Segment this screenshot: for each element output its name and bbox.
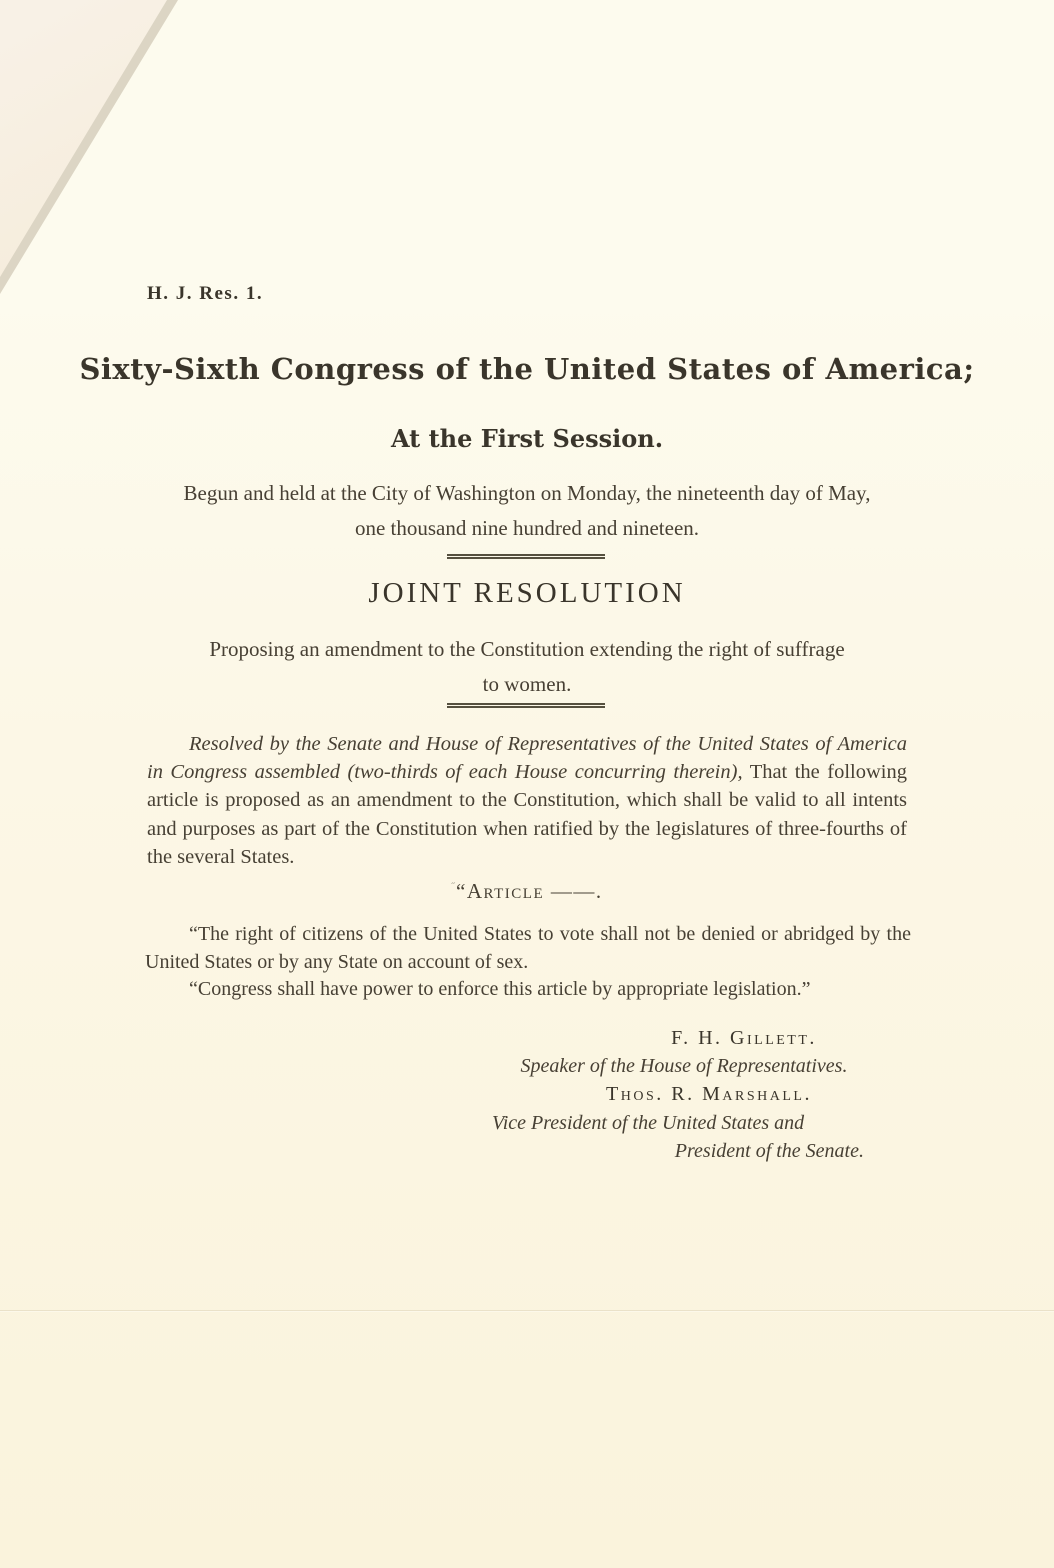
resolved-clause	[147, 730, 907, 871]
corner-fold	[0, 0, 167, 277]
enacting-formula: Resolved by the Senate and House of Representatives of the United States of America in Congress assembled (two-thirds of each House concurring therein),	[147, 733, 907, 784]
paper-crease	[0, 1310, 1054, 1311]
congress-title: Sixty-Sixth Congress of the United States of America;	[79, 352, 975, 386]
divider-double-rule	[447, 703, 605, 708]
article-heading	[0, 879, 1054, 904]
purpose-statement	[147, 632, 907, 702]
convening-line: Begun and held at the City of Washington on Monday, the nineteenth day of May,	[183, 481, 871, 505]
article-text	[145, 921, 911, 1004]
print-artifact-mark: ˝	[451, 881, 456, 893]
article-paragraph: “The right of citizens of the United States to vote shall not be denied or abridged by the United States or by any State on account of sex.	[145, 923, 911, 973]
convening-statement	[147, 476, 907, 546]
resolution-type-heading: JOINT RESOLUTION	[368, 577, 686, 609]
signer-name-speaker: F. H. Gillett.	[671, 1027, 817, 1049]
session-title: At the First Session.	[390, 424, 664, 453]
signer-name-vice-president: Thos. R. Marshall.	[606, 1083, 812, 1106]
article-paragraph: “Congress shall have power to enforce this article by appropriate legislation.”	[189, 978, 811, 1001]
divider-double-rule	[447, 554, 605, 559]
bill-number: H. J. Res. 1.	[147, 283, 264, 304]
signer-title-vice-president: President of the Senate.	[674, 1139, 864, 1162]
article-heading-text: “Article ——.	[456, 879, 603, 903]
signature-block	[464, 1024, 904, 1165]
purpose-line: Proposing an amendment to the Constitution extending the right of suffrage	[209, 637, 845, 661]
signer-title-speaker: Speaker of the House of Representatives.	[520, 1055, 848, 1078]
resolved-clause-text: That the following article is proposed as an amendment to the Constitution, which shall be valid to all intents and purposes as part of the Constitution when ratified by the legislatures of three-fourths of the several States.	[147, 761, 907, 868]
convening-line: one thousand nine hundred and nineteen.	[354, 516, 700, 540]
purpose-line: to women.	[482, 672, 572, 696]
signer-title-vice-president: Vice President of the United States and	[492, 1111, 805, 1134]
